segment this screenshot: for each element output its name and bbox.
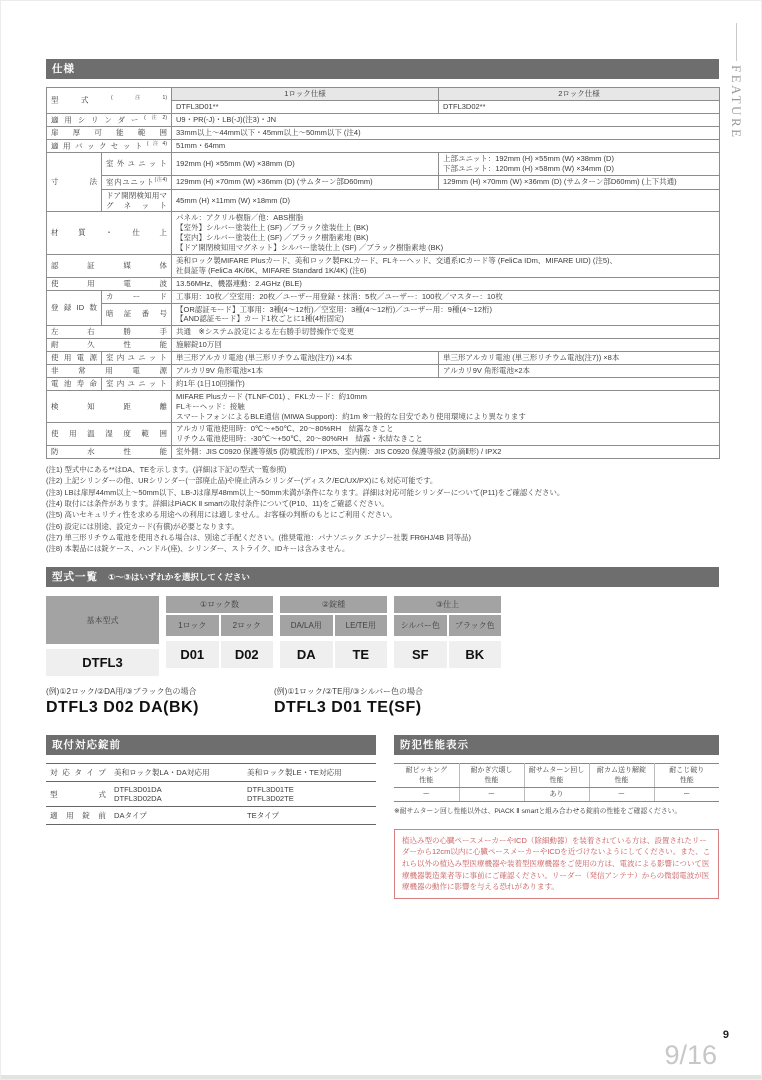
main-content	[46, 59, 719, 935]
spec-type-label: 型式$^{(注1)}$	[47, 88, 172, 114]
spec-auth-label: 認証媒体	[47, 254, 172, 277]
mounting-type-value-2: 美和ロック製LE・TE対応用	[243, 764, 376, 782]
spec-dims-magnet-value: 45mm (H) ×11mm (W) ×18mm (D)	[172, 189, 720, 212]
table-row	[47, 212, 720, 255]
model-value: SF	[394, 641, 447, 668]
spec-dims-outdoor-value-1lock: 192mm (H) ×55mm (W) ×38mm (D)	[172, 153, 439, 176]
model-list-subtitle: ①～③はいずれかを選択してください	[108, 572, 250, 583]
page-number-small: 9	[722, 1029, 729, 1041]
mounting-title: 取付対応錠前	[52, 739, 121, 752]
model-group-lock-type	[280, 596, 387, 676]
model-examples	[46, 686, 719, 717]
note-line: (注8) 本製品には錠ケース、ハンドル(座)、シリンダー、ストライク、IDキーは含みません。	[46, 544, 350, 554]
spec-power-value-2lock: 単三形アルカリ電池 (単三形リチウム電池(注7)) ×8本	[439, 352, 720, 365]
spec-handing-value: 共通 ※システム設定による左右勝手切替操作で変更	[172, 326, 720, 339]
table-row	[46, 782, 376, 807]
spec-power-value-1lock: 単三形アルカリ電池 (単三形リチウム電池(注7)) ×4本	[172, 352, 439, 365]
table-row	[46, 807, 376, 825]
security-col-header: 耐かぎ穴壊し 性能	[459, 764, 524, 787]
security-value: あり	[524, 787, 589, 801]
security-value: ー	[654, 787, 719, 801]
model-example-2	[274, 686, 502, 717]
spec-detection-label: 検知距離	[47, 390, 172, 423]
note-line: (注5) 高いセキュリティ性を求める用途への利用には適しません。お客様の判断のもとにご利用ください。	[46, 510, 397, 520]
model-value: DA	[280, 641, 333, 668]
spec-handing-label: 左右勝手	[47, 326, 172, 339]
spec-power-sublabel: 室内ユニット	[102, 352, 172, 365]
table-row	[47, 326, 720, 339]
side-feature-tab	[728, 23, 744, 140]
security-table	[394, 763, 719, 801]
spec-dims-indoor-value-2lock: 129mm (H) ×70mm (W) ×36mm (D) (サムターン部D60mm) (上下共通)	[439, 176, 720, 189]
table-row	[46, 764, 376, 782]
spec-temp-label: 使用温湿度範囲	[47, 423, 172, 446]
note-line: (注4) 取付には条件があります。詳細はPiACK Ⅱ smartの取付条件について(P10、11)をご確認ください。	[46, 499, 389, 508]
spec-battery-life-label: 電池寿命	[47, 377, 102, 390]
model-subheader: LE/TE用	[335, 615, 388, 636]
pacemaker-warning-box: 植込み型の心臓ペースメーカーやICD（除細動器）を装着されている方は、設置されたリーダーから12cm以内に心臓ペースメーカーやICDを近づけないようにしてください。また、これら以外の植込み型医療機器や装着型医療機器をご使用の方は、電波による影響について医療機器製造業者等に事前にご確認ください。リーダー（発信アンテナ）からの微弱電波が医療機器の動作に影響を与える恐れがあります。	[394, 829, 719, 899]
spec-battery-life-value: 約1年 (1日10回操作)	[172, 377, 720, 390]
spec-dims-outdoor-sublabel: 室外ユニット	[102, 153, 172, 176]
table-row	[47, 140, 720, 153]
side-feature-label: FEATURE	[729, 65, 744, 140]
spec-dims-label: 寸法	[47, 153, 102, 212]
table-row	[47, 290, 720, 303]
security-note: ※耐サムターン回し性能以外は、PiACK Ⅱ smartと組み合わせる錠前の性能をご確認ください。	[394, 807, 682, 815]
model-value: D01	[166, 641, 219, 668]
security-header	[394, 735, 719, 755]
table-row	[394, 764, 719, 787]
table-row	[47, 377, 720, 390]
spec-cylinder-label: 適用シリンダー$^{(注2)}$	[47, 113, 172, 126]
note-line: (注3) LBは扉厚44mm以上～50mm以下、LB-Jは扉厚48mm以上～50mm未満が条件になります。詳細は対応可能シリンダーについて(P11)をご確認ください。	[46, 487, 565, 497]
table-row	[47, 303, 720, 326]
side-divider	[736, 23, 737, 61]
spec-notes	[46, 464, 719, 554]
bottom-section	[46, 735, 719, 935]
model-value: TE	[335, 641, 388, 668]
spec-radio-value: 13.56MHz、機器連動：2.4GHz (BLE)	[172, 277, 720, 290]
table-row	[47, 352, 720, 365]
spec-detection-value: MIFARE Plusカード (TLNF-C01) 、FKLカード：約10mm FLキーヘッド：接触 スマートフォンによるBLE通信 (MIWA Support)：約1m ※一般的な目安であり使用環境により異なります	[172, 390, 720, 423]
spec-col2-header: 2ロック仕様	[439, 88, 720, 101]
spec-section-title: 仕様	[52, 63, 75, 75]
table-row	[47, 88, 720, 101]
spec-material-label: 材質・仕上	[47, 212, 172, 255]
spec-emergency-value-2lock: アルカリ9V 角形電池×2本	[439, 364, 720, 377]
table-row	[47, 113, 720, 126]
table-row	[47, 277, 720, 290]
spec-ids-pin-sublabel: 暗証番号	[102, 303, 172, 326]
spec-waterproof-value: 室外側：JIS C0920 保護等級5 (防噴流形) / IPX5、室内側：JIS C0920 保護等級2 (防滴Ⅱ形) / IPX2	[172, 446, 720, 459]
model-base-value: DTFL3	[46, 649, 159, 676]
model-group-header: ③仕上	[394, 596, 501, 613]
mounting-model-label: 型式	[46, 782, 110, 807]
spec-dims-magnet-sublabel: ドア開閉検知用マグネット	[102, 189, 172, 212]
spec-section-header	[46, 59, 719, 79]
model-list-title: 型式一覧	[52, 571, 98, 584]
spec-material-value: パネル：アクリル樹脂／他：ABS樹脂 【室外】シルバー塗装仕上 (SF) ／ブラック塗装仕上 (BK) 【室内】シルバー塗装仕上 (SF) ／ブラック樹脂素地 (BK) 【ドア開閉検知用マグネット】シルバー塗装仕上 (SF) ／ブラック樹脂素地 (BK)	[172, 212, 720, 255]
table-row	[47, 423, 720, 446]
security-value: ー	[394, 787, 459, 801]
spec-type-value-1lock: DTFL3D01**	[172, 100, 439, 113]
model-subheader: 2ロック	[221, 615, 274, 636]
example-caption: (例)①2ロック/②DA用/③ブラック色の場合	[46, 687, 197, 697]
security-col-header: 耐ピッキング 性能	[394, 764, 459, 787]
spec-auth-value: 美和ロック製MIFARE Plusカード、美和ロック製FKLカード、FLキーヘッド、交通系ICカード等 (FeliCa IDm、MIFARE UID) (注5)、 社員証等 (FeliCa 4K/6K、MIFARE Standard 1K/4K) (注6)	[172, 254, 720, 277]
model-subheader: シルバー色	[394, 615, 447, 636]
table-row	[47, 339, 720, 352]
model-group-header: ②錠種	[280, 596, 387, 613]
spec-ids-pin-value: 【OR認証モード】工事用：3種(4～12桁)／空室用：3種(4～12桁)／ユーザー用：9種(4～12桁) 【AND認証モード】カード1枚ごとに1種(4桁固定)	[172, 303, 720, 326]
table-row	[394, 787, 719, 801]
spec-door-thickness-label: 扉厚可能範囲	[47, 127, 172, 140]
security-section	[394, 735, 719, 898]
spec-emergency-label: 非常用電源	[47, 364, 172, 377]
table-row	[47, 364, 720, 377]
model-list-header	[46, 567, 719, 587]
mounting-section	[46, 735, 376, 825]
model-base-header: 基本型式	[46, 596, 159, 644]
mounting-header	[46, 735, 376, 755]
model-base-block	[46, 596, 159, 676]
spec-waterproof-label: 防水性能	[47, 446, 172, 459]
spec-dims-outdoor-value-2lock: 上部ユニット：192mm (H) ×55mm (W) ×38mm (D) 下部ユニット：120mm (H) ×58mm (W) ×34mm (D)	[439, 153, 720, 176]
model-group-lock-count	[166, 596, 273, 676]
spec-backset-value: 51mm・64mm	[172, 140, 720, 153]
spec-ids-label: 登録ID数	[47, 290, 102, 326]
mounting-lock-label: 適用錠前	[46, 807, 110, 825]
spec-dims-indoor-value-1lock: 129mm (H) ×70mm (W) ×36mm (D) (サムターン部D60mm)	[172, 176, 439, 189]
model-group-finish	[394, 596, 501, 676]
mounting-table	[46, 763, 376, 825]
example-model: DTFL3 D01 TE(SF)	[274, 699, 422, 717]
spec-ids-card-sublabel: カード	[102, 290, 172, 303]
example-caption: (例)①1ロック/②TE用/③シルバー色の場合	[274, 687, 424, 697]
model-group-header: ①ロック数	[166, 596, 273, 613]
spec-temp-value: アルカリ電池使用時：0℃～+50℃、20～80%RH 結露なきこと リチウム電池使用時：-30℃～+50℃、20～80%RH 結露・氷結なきこと	[172, 423, 720, 446]
table-row	[47, 176, 720, 189]
spec-radio-label: 使用電波	[47, 277, 172, 290]
table-row	[47, 127, 720, 140]
mounting-model-value-2: DTFL3D01TE DTFL3D02TE	[243, 782, 376, 807]
security-col-header: 耐カム送り解錠 性能	[589, 764, 654, 787]
page-number: 9/16	[664, 1040, 717, 1070]
spec-durability-label: 耐久性能	[47, 339, 172, 352]
model-list-table	[46, 596, 501, 676]
note-line: (注2) 上記シリンダーの他、URシリンダー(一部廃止品)や廃止済みシリンダー(ディスク/EC/UX/PX)にも対応可能です。	[46, 476, 438, 486]
security-col-header: 耐こじ破り 性能	[654, 764, 719, 787]
table-row	[47, 153, 720, 176]
model-subheader: DA/LA用	[280, 615, 333, 636]
table-row	[47, 390, 720, 423]
spec-emergency-value-1lock: アルカリ9V 角形電池×1本	[172, 364, 439, 377]
spec-cylinder-value: U9・PR(-J)・LB(-J)(注3)・JN	[172, 113, 720, 126]
table-row	[47, 189, 720, 212]
model-value: D02	[221, 641, 274, 668]
note-line: (注7) 単三形リチウム電池を使用される場合は、別途ご手配ください。(推奨電池：パナソニック エナジー社製 FR6HJ/4B 同等品)	[46, 532, 471, 542]
spec-door-thickness-value: 33mm以上～44mm以下・45mm以上～50mm以下 (注4)	[172, 127, 720, 140]
spec-ids-card-value: 工事用：10枚／空室用：20枚／ユーザー用登録・抹消：5枚／ユーザー：100枚／マスター：10枚	[172, 290, 720, 303]
note-line: (注1) 型式中にある**はDA、TEを示します。(詳細は下記の型式一覧参照)	[46, 465, 287, 475]
spec-durability-value: 施解錠10万回	[172, 339, 720, 352]
security-value: ー	[589, 787, 654, 801]
spec-power-label: 使用電源	[47, 352, 102, 365]
security-title: 防犯性能表示	[400, 739, 469, 752]
security-value: ー	[459, 787, 524, 801]
spec-battery-life-sublabel: 室内ユニット	[102, 377, 172, 390]
table-row	[47, 254, 720, 277]
mounting-model-value-1: DTFL3D01DA DTFL3D02DA	[110, 782, 243, 807]
spec-dims-indoor-sublabel: 室内ユニット$^{(注4)}$	[102, 176, 172, 189]
spec-type-value-2lock: DTFL3D02**	[439, 100, 720, 113]
mounting-type-value-1: 美和ロック製LA・DA対応用	[110, 764, 243, 782]
model-example-1	[46, 686, 274, 717]
table-row	[47, 446, 720, 459]
model-list-section	[46, 567, 719, 717]
spec-table	[46, 87, 720, 459]
example-model: DTFL3 D02 DA(BK)	[46, 699, 199, 717]
security-col-header: 耐サムターン回し 性能	[524, 764, 589, 787]
spec-col1-header: 1ロック仕様	[172, 88, 439, 101]
mounting-type-label: 対応タイプ	[46, 764, 110, 782]
mounting-lock-value-2: TEタイプ	[243, 807, 376, 825]
model-subheader: ブラック色	[449, 615, 502, 636]
spec-backset-label: 適用バックセット$^{(注4)}$	[47, 140, 172, 153]
model-subheader: 1ロック	[166, 615, 219, 636]
note-line: (注6) 設定には別途、設定カード(有償)が必要となります。	[46, 521, 239, 531]
model-value: BK	[449, 641, 502, 668]
mounting-lock-value-1: DAタイプ	[110, 807, 243, 825]
page-bottom-strip	[1, 1075, 761, 1079]
